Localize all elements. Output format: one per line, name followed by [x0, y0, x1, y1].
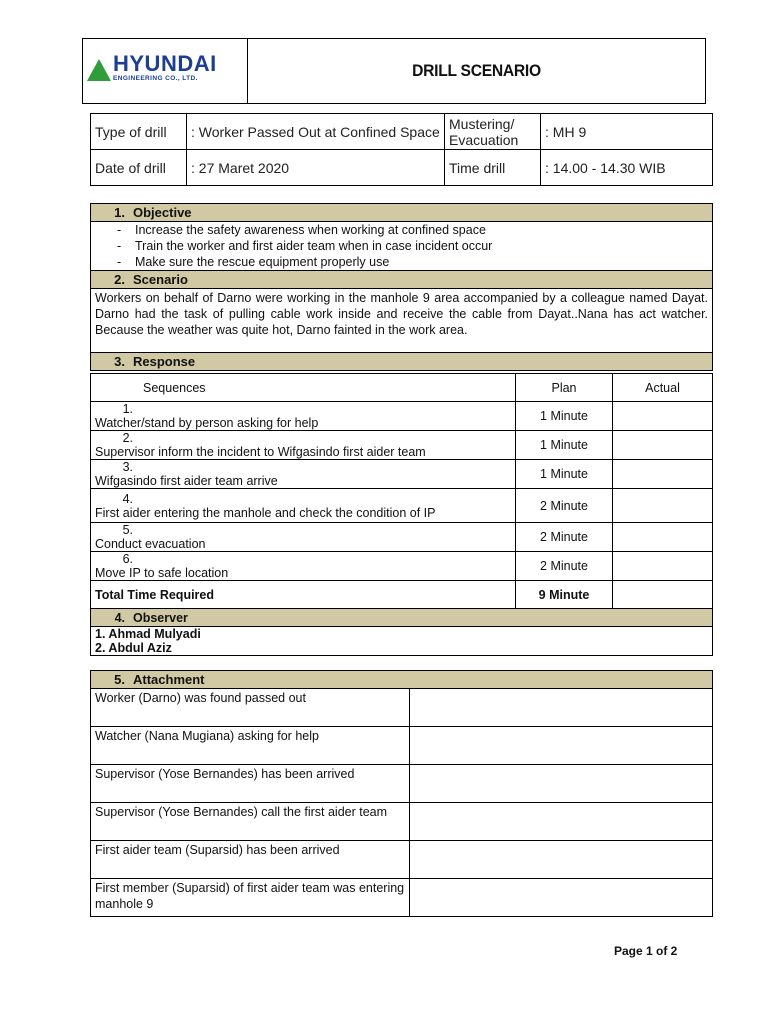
table-row: Supervisor (Yose Bernandes) call the first aider team [91, 803, 713, 841]
time-drill-value: : 14.00 - 14.30 WIB [541, 150, 713, 186]
total-time-label: Total Time Required [91, 581, 516, 609]
response-title: Response [133, 354, 196, 369]
attachment-photo-cell [410, 689, 713, 727]
logo-subtitle: ENGINEERING CO., LTD. [113, 75, 198, 82]
table-row: 1.Watcher/stand by person asking for help 1 Minute [91, 402, 713, 431]
table-row: First aider team (Suparsid) has been arrived [91, 841, 713, 879]
objective-number: 1. [114, 205, 125, 220]
attachment-photo-cell [410, 765, 713, 803]
actual-cell [613, 402, 713, 431]
page-number: Page 1 of 2 [614, 944, 678, 958]
attachment-photo-cell [410, 879, 713, 917]
scenario-text: Workers on behalf of Darno were working in the manhole 9 area accompanied by a colleague named Dayat. Darno had the task of pulling cable work inside and receive the cable from Dayat..Nana has act watcher. Because the weather was quite hot, Darno fainted in the work area. [91, 289, 713, 353]
scenario-title: Scenario [133, 272, 188, 287]
scenario-section-header [91, 271, 713, 289]
drill-info-table [90, 113, 713, 186]
list-item: 1. Ahmad Mulyadi [95, 627, 201, 641]
date-of-drill-label: Date of drill [91, 150, 187, 186]
total-time-value: 9 Minute [516, 581, 613, 609]
attachment-photo-cell [410, 841, 713, 879]
table-row: First member (Suparsid) of first aider team was entering manhole 9 [91, 879, 713, 917]
page-title: DRILL SCENARIO [412, 61, 541, 80]
document-header [82, 38, 706, 104]
type-of-drill-label: Type of drill [91, 114, 187, 150]
table-row: 5.Conduct evacuation 2 Minute [91, 523, 713, 552]
attachment-number: 5. [114, 671, 125, 687]
table-row: Worker (Darno) was found passed out [91, 689, 713, 727]
table-row: 6.Move IP to safe location 2 Minute [91, 552, 713, 581]
mustering-value: : MH 9 [541, 114, 713, 150]
list-item: - Make sure the rescue equipment properly use [117, 255, 390, 269]
total-row [91, 581, 713, 609]
actual-cell [613, 552, 713, 581]
scenario-number: 2. [114, 272, 125, 287]
logo-triangle-icon [87, 59, 111, 81]
actual-cell [613, 460, 713, 489]
attachment-title: Attachment [133, 671, 205, 687]
logo-wordmark: HYUNDAI [113, 51, 217, 76]
table-row: Supervisor (Yose Bernandes) has been arrived [91, 765, 713, 803]
time-drill-label: Time drill [445, 150, 541, 186]
type-of-drill-value: : Worker Passed Out at Confined Space [187, 114, 445, 150]
actual-cell [613, 523, 713, 552]
observer-list [91, 627, 713, 656]
observer-number: 4. [114, 610, 125, 625]
objective-title: Objective [133, 205, 192, 220]
drill-sections-table [90, 203, 713, 371]
table-row: Watcher (Nana Mugiana) asking for help [91, 727, 713, 765]
objective-list [91, 222, 713, 271]
observer-section-header [91, 609, 713, 627]
mustering-label: Mustering/ Evacuation [445, 114, 541, 150]
actual-cell [613, 431, 713, 460]
attachment-photo-cell [410, 727, 713, 765]
sequences-column-header: Sequences [91, 374, 516, 402]
objective-section-header [91, 204, 713, 222]
actual-column-header: Actual [613, 374, 713, 402]
observer-title: Observer [133, 610, 188, 625]
table-row: 3.Wifgasindo first aider team arrive 1 Minute [91, 460, 713, 489]
list-item: 2. Abdul Aziz [95, 641, 172, 655]
response-number: 3. [114, 354, 125, 369]
company-logo [83, 39, 248, 103]
attachment-table [90, 670, 713, 917]
table-row: 2.Supervisor inform the incident to Wifgasindo first aider team 1 Minute [91, 431, 713, 460]
response-section-header [91, 353, 713, 371]
table-row: 4.First aider entering the manhole and check the condition of IP 2 Minute [91, 489, 713, 523]
attachment-section-header [91, 671, 713, 689]
plan-column-header: Plan [516, 374, 613, 402]
attachment-photo-cell [410, 803, 713, 841]
date-of-drill-value: : 27 Maret 2020 [187, 150, 445, 186]
list-item: - Train the worker and first aider team when in case incident occur [117, 239, 493, 253]
actual-cell [613, 489, 713, 523]
actual-cell [613, 581, 713, 609]
response-table [90, 373, 713, 656]
list-item: - Increase the safety awareness when working at confined space [117, 223, 486, 237]
